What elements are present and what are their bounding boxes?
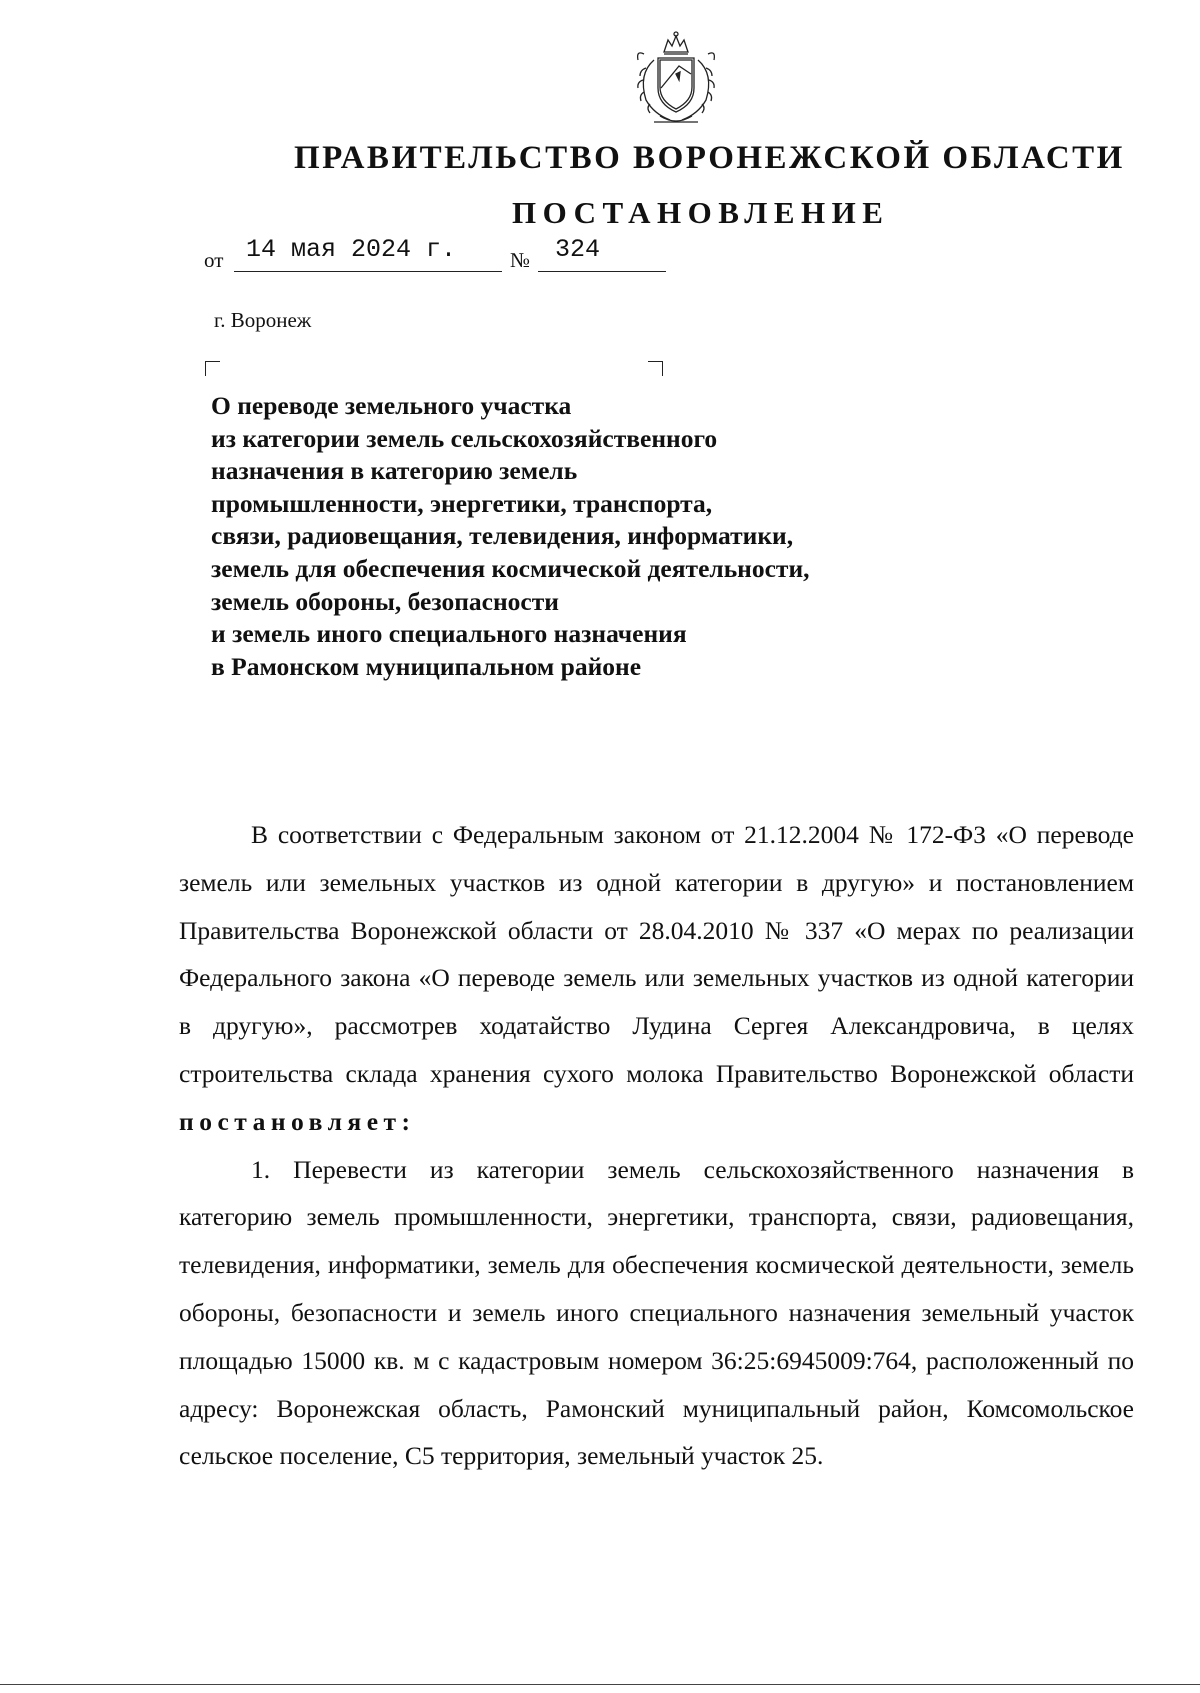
- subject-line: земель для обеспечения космической деятельности,: [211, 553, 810, 583]
- government-title: ПРАВИТЕЛЬСТВО ВОРОНЕЖСКОЙ ОБЛАСТИ: [294, 140, 1125, 176]
- preamble-paragraph: [179, 811, 1134, 1146]
- document-body: [179, 811, 1134, 1480]
- subject-line: связи, радиовещания, телевидения, информатики,: [211, 521, 794, 551]
- page-edge-line: [0, 1684, 1200, 1685]
- document-type-heading: ПОСТАНОВЛЕНИЕ: [512, 195, 890, 230]
- subject-line: земель обороны, безопасности: [211, 586, 559, 616]
- preamble-text: В соответствии с Федеральным законом от 21.12.2004 № 172-ФЗ «О переводе земель или земельных участков из одной категории в другую» и постановлением Правительства Воронежской области от 28.04.2010 № 337 «О мерах по реализации Федерального закона «О переводе земель или земельных участков из одной категории в другую», рассмотрев ходатайство Лудина Сергея Александровича, в целях строительства склада хранения сухого молока Правительство Воронежской области: [179, 820, 1134, 1088]
- subject-line: в Рамонском муниципальном районе: [211, 651, 642, 681]
- number-label: №: [510, 248, 531, 272]
- subject-bracket-left: [205, 361, 220, 376]
- date-label: от: [204, 248, 224, 272]
- subject-line: промышленности, энергетики, транспорта,: [211, 488, 713, 518]
- number-underline: [538, 271, 666, 272]
- date-value: 14 мая 2024 г.: [246, 235, 457, 264]
- subject-line: О переводе земельного участка: [211, 391, 572, 420]
- subject-bracket-right: [648, 361, 663, 376]
- decree-word: постановляет:: [179, 1106, 416, 1136]
- clause-1-paragraph: 1. Перевести из категории земель сельскохозяйственного назначения в категорию земель промышленности, энергетики, транспорта, связи, радиовещания, телевидения, информатики, земель для обеспечения космической деятельности, земель обороны, безопасности и земель иного специального назначения земельный участок площадью 15000 кв. м с кадастровым номером 36:25:6945009:764, расположенный по адресу: Воронежская область, Рамонский муниципальный район, Комсомольское сельское поселение, С5 территория, земельный участок 25.: [179, 1154, 1134, 1471]
- date-underline: [234, 271, 502, 272]
- subject-heading: [211, 390, 810, 683]
- number-value: 324: [555, 235, 601, 264]
- subject-line: назначения в категорию земель: [211, 456, 578, 486]
- subject-line: из категории земель сельскохозяйственного: [211, 423, 718, 453]
- coat-of-arms-emblem: [624, 30, 728, 128]
- subject-line: и земель иного специального назначения: [211, 619, 687, 649]
- city-label: г. Воронеж: [214, 308, 312, 332]
